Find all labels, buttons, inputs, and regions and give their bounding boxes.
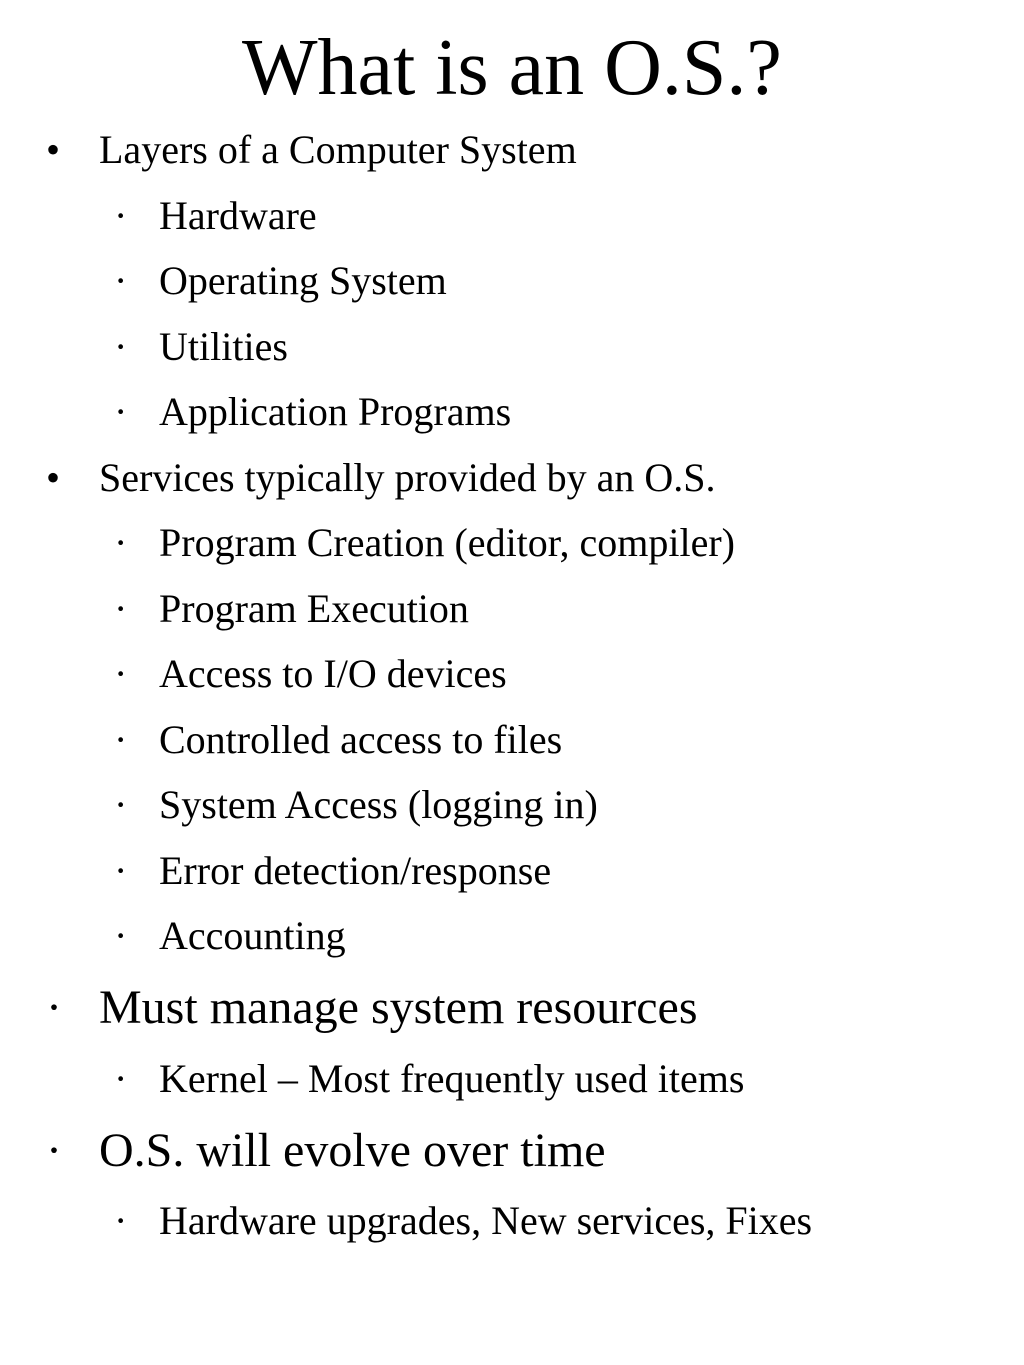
bullet-marker: · xyxy=(114,520,128,565)
bullet-marker: · xyxy=(46,1124,62,1177)
bullet-marker: · xyxy=(114,324,128,369)
list-item-text: Hardware xyxy=(159,193,317,238)
bullet-marker: · xyxy=(114,193,128,238)
list-item-text: Layers of a Computer System xyxy=(99,127,577,172)
slide-title: What is an O.S.? xyxy=(242,24,782,112)
bullet-marker: · xyxy=(114,717,128,762)
bullet-marker: · xyxy=(114,1198,128,1243)
list-item-text: Program Execution xyxy=(159,586,469,631)
list-item-text: Error detection/response xyxy=(159,848,552,893)
bullet-marker: · xyxy=(114,782,128,827)
bullet-marker: · xyxy=(46,981,62,1034)
list-item-text: System Access (logging in) xyxy=(159,782,598,827)
list-item-text: Hardware upgrades, New services, Fixes xyxy=(159,1198,813,1243)
list-item-text: O.S. will evolve over time xyxy=(99,1124,606,1177)
list-item-text: Must manage system resources xyxy=(99,981,698,1034)
list-item-text: Accounting xyxy=(159,913,346,958)
bullet-marker: · xyxy=(114,258,128,303)
list-item-text: Services typically provided by an O.S. xyxy=(99,455,716,500)
list-item-text: Program Creation (editor, compiler) xyxy=(159,520,735,565)
list-item-text: Kernel – Most frequently used items xyxy=(159,1056,745,1101)
bullet-marker: • xyxy=(46,455,61,500)
bullet-marker: · xyxy=(114,586,128,631)
list-item-text: Operating System xyxy=(159,258,447,303)
bullet-marker: · xyxy=(114,1056,128,1101)
bullet-marker: · xyxy=(114,651,128,696)
list-item-text: Access to I/O devices xyxy=(159,651,507,696)
list-item-text: Controlled access to files xyxy=(159,717,563,762)
list-item-text: Utilities xyxy=(159,324,288,369)
bullet-marker: · xyxy=(114,913,128,958)
bullet-marker: · xyxy=(114,389,128,434)
list-item-text: Application Programs xyxy=(159,389,512,434)
bullet-marker: · xyxy=(114,848,128,893)
bullet-marker: • xyxy=(46,127,61,172)
